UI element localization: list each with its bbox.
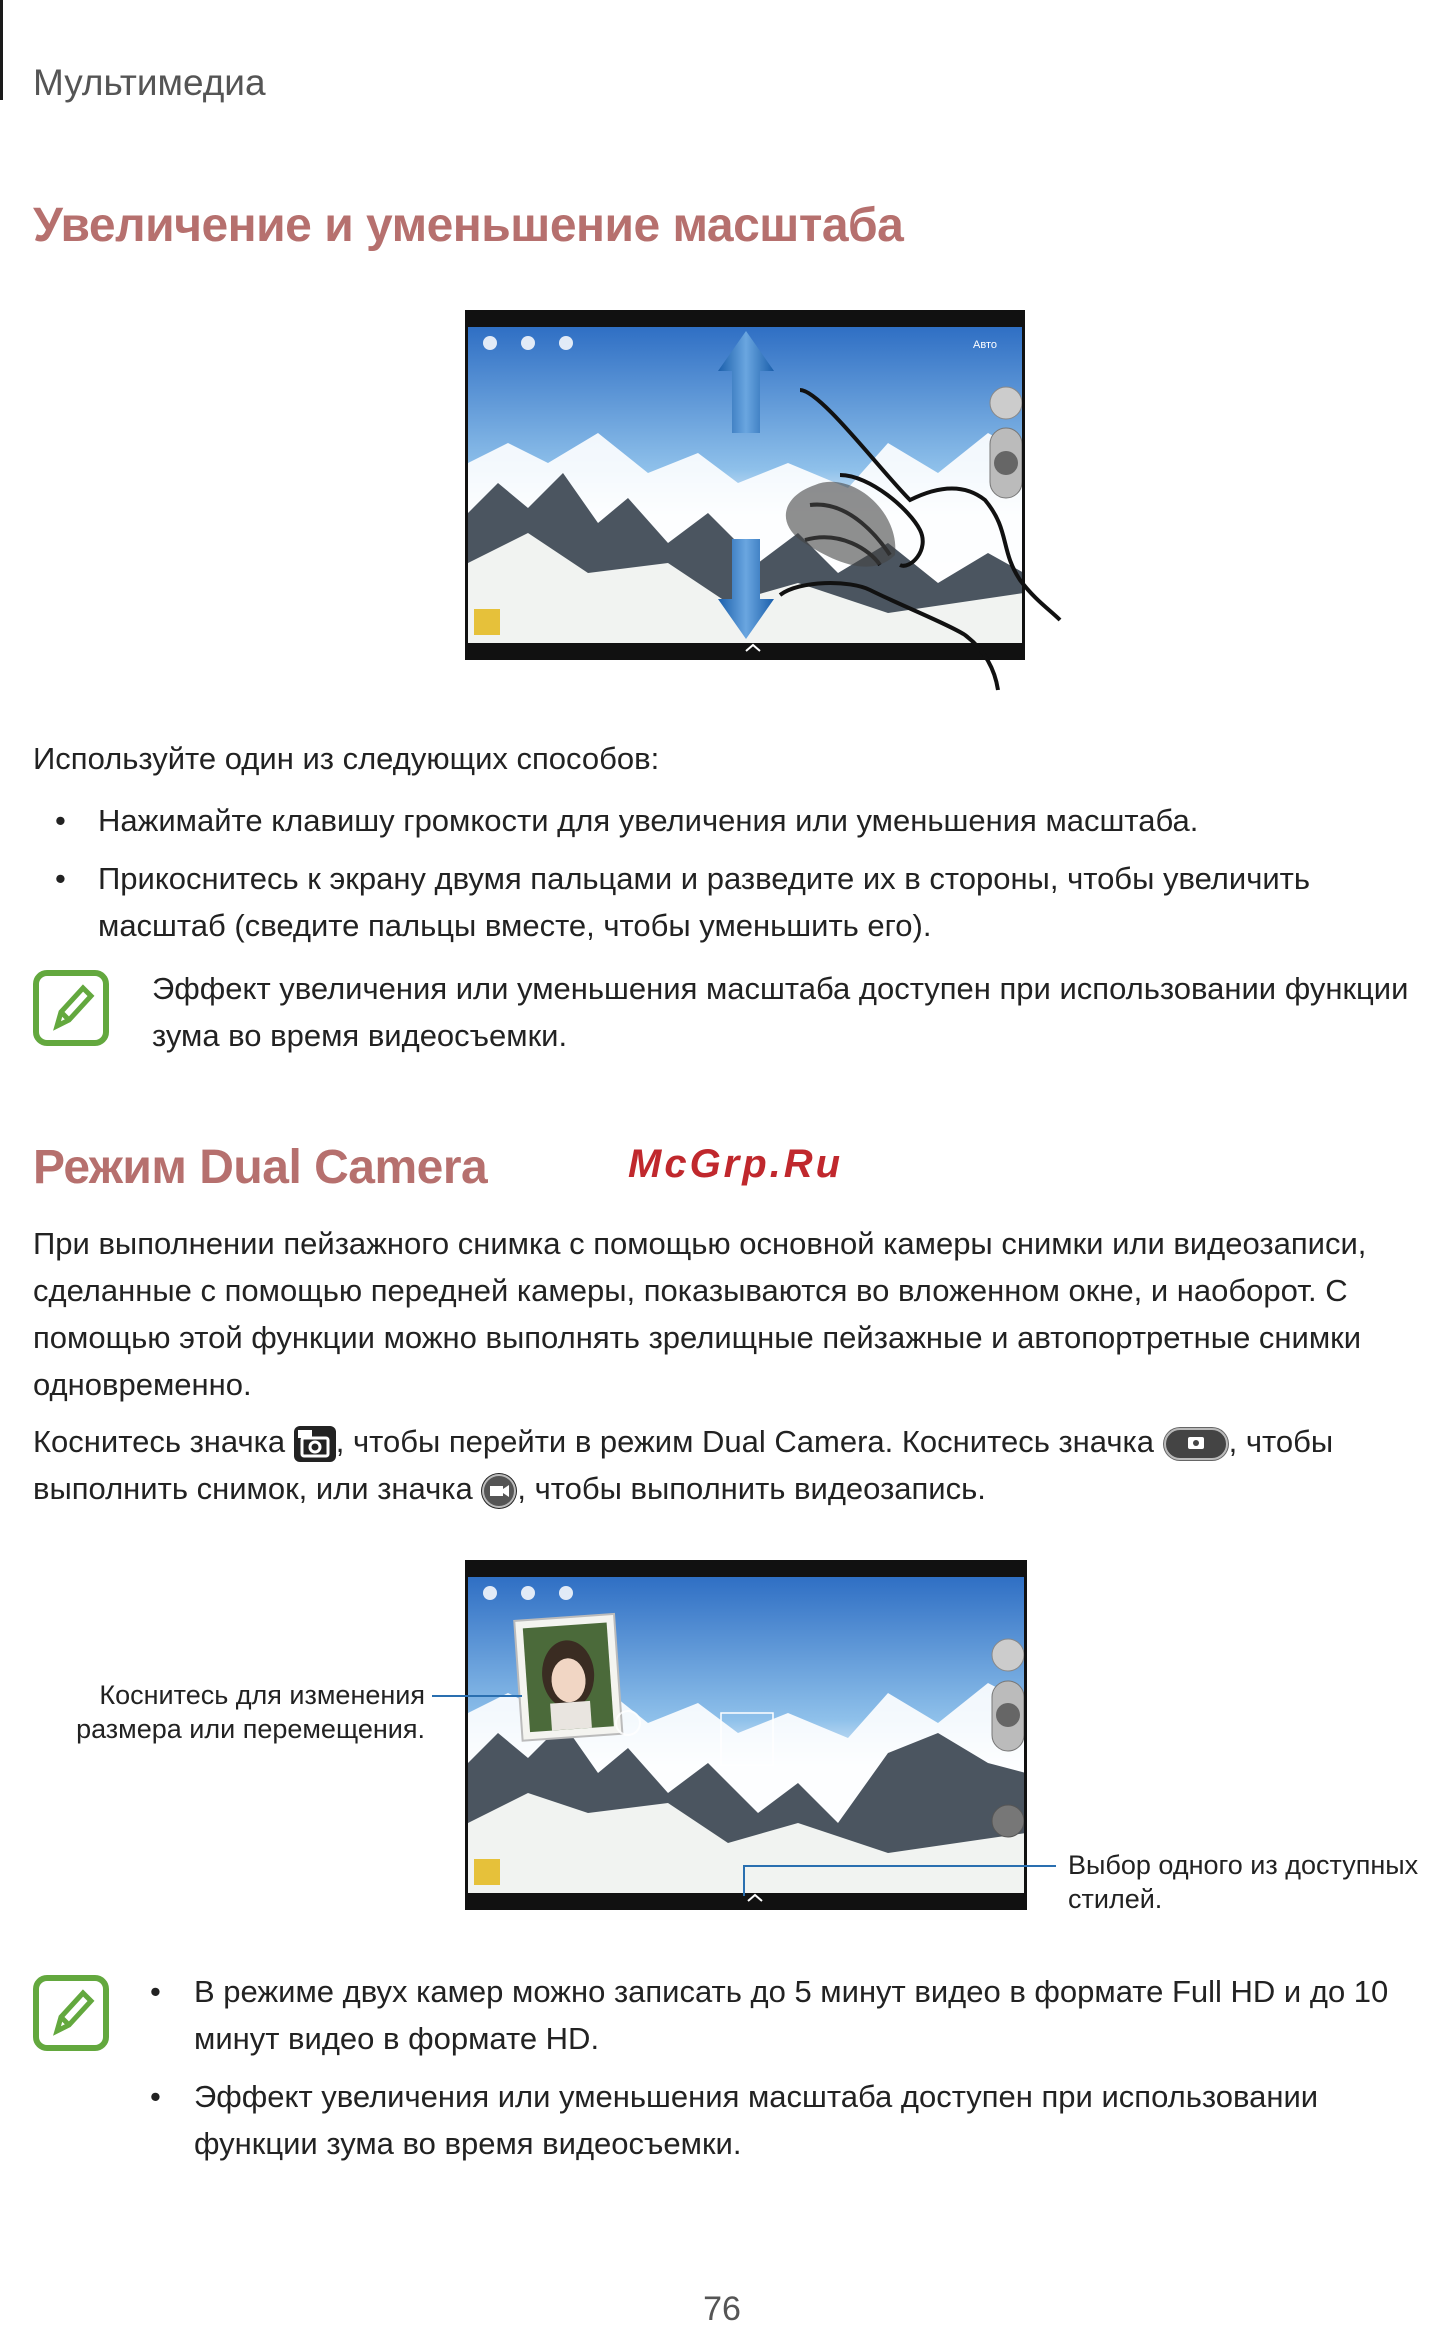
page-edge-line: [0, 0, 3, 100]
note-icon: [33, 970, 109, 1046]
callout-resize-move: Коснитесь для изменения размера или перемещения.: [76, 1680, 425, 1744]
zoom-section-title: Увеличение и уменьшение масштаба: [33, 199, 904, 252]
dual-paragraph-2: [33, 1418, 1413, 1512]
watermark: McGrp.Ru: [628, 1142, 844, 1186]
zoom-bullet-2-text: Прикоснитесь к экрану двумя пальцами и разведите их в стороны, чтобы увеличить масштаб (сведите пальцы вместе, чтобы уменьшить его).: [98, 861, 1311, 943]
callout-styles: Выбор одного из доступных стилей.: [1068, 1850, 1419, 1914]
mode-label: Авто: [973, 339, 997, 351]
zoom-bullet-1-text: Нажимайте клавишу громкости для увеличения или уменьшения масштаба.: [98, 803, 1199, 838]
dual-p2-part-d: , чтобы выполнить видеозапись.: [517, 1471, 986, 1506]
note-icon: [33, 1975, 109, 2051]
dual-p2-part-c: , чтобы выполнить снимок, или значка: [33, 1424, 1334, 1506]
dual-section-title: Режим Dual Camera: [33, 1141, 488, 1194]
running-header: Мультимедиа: [33, 62, 266, 103]
pinch-gesture-hand: [760, 380, 1090, 700]
dual-note-1-text: В режиме двух камер можно записать до 5 минут видео в формате Full HD и до 10 минут видео в формате HD.: [194, 1974, 1389, 2056]
dual-note-2-text: Эффект увеличения или уменьшения масштаба доступен при использовании функции зума во время видеосъемки.: [194, 2079, 1319, 2161]
dual-camera-icon: [294, 1426, 336, 1462]
page-number: 76: [703, 2290, 741, 2328]
zoom-intro-text: Используйте один из следующих способов:: [33, 741, 660, 776]
dual-paragraph-1: При выполнении пейзажного снимка с помощью основной камеры снимки или видеозаписи, сделанные с помощью передней камеры, показываются во вложенном окне, и наоборот. С помощью этой функции можно выполнять зрелищные пейзажные и автопортретные снимки одновременно.: [33, 1226, 1367, 1402]
callout-line-right: [740, 1858, 1060, 1898]
dual-p2-part-a: Коснитесь значка: [33, 1424, 286, 1459]
video-record-icon: [481, 1473, 517, 1509]
camera-shutter-icon: [1163, 1427, 1229, 1461]
zoom-note-text: Эффект увеличения или уменьшения масштаба доступен при использовании функции зума во время видеосъемки.: [152, 971, 1409, 1053]
dual-p2-part-b: , чтобы перейти в режим Dual Camera. Коснитесь значка: [335, 1424, 1154, 1459]
callout-line-left: [432, 1680, 532, 1700]
